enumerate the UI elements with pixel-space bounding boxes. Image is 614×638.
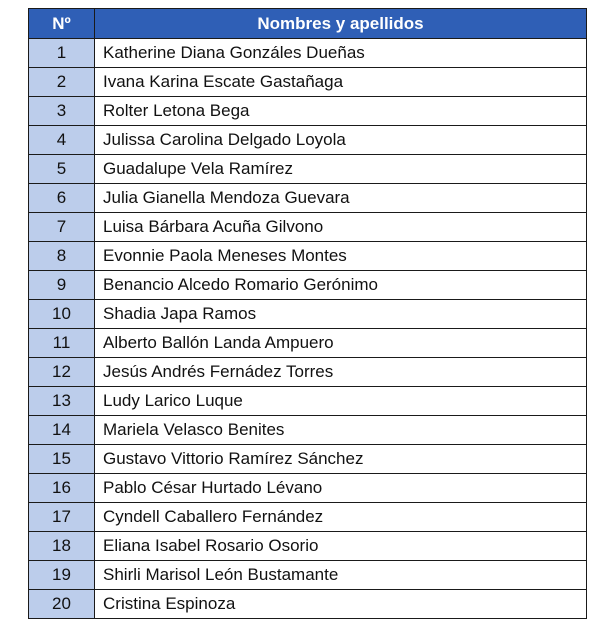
row-number: 20 — [29, 590, 95, 619]
table-header — [29, 9, 587, 39]
row-number: 16 — [29, 474, 95, 503]
row-name: Alberto Ballón Landa Ampuero — [95, 329, 587, 358]
row-name: Shirli Marisol León Bustamante — [95, 561, 587, 590]
table-row — [29, 97, 587, 126]
table-row — [29, 358, 587, 387]
row-number: 15 — [29, 445, 95, 474]
row-name: Ivana Karina Escate Gastañaga — [95, 68, 587, 97]
row-name: Evonnie Paola Meneses Montes — [95, 242, 587, 271]
table-row — [29, 532, 587, 561]
table-row — [29, 474, 587, 503]
names-table-container — [28, 8, 586, 619]
row-number: 3 — [29, 97, 95, 126]
row-name: Gustavo Vittorio Ramírez Sánchez — [95, 445, 587, 474]
row-name: Shadia Japa Ramos — [95, 300, 587, 329]
row-number: 8 — [29, 242, 95, 271]
table-row — [29, 300, 587, 329]
table-row — [29, 242, 587, 271]
header-number: Nº — [29, 9, 95, 39]
row-number: 19 — [29, 561, 95, 590]
table-row — [29, 68, 587, 97]
row-number: 5 — [29, 155, 95, 184]
row-name: Mariela Velasco Benites — [95, 416, 587, 445]
table-row — [29, 503, 587, 532]
table-body — [29, 39, 587, 619]
row-name: Pablo César Hurtado Lévano — [95, 474, 587, 503]
row-number: 7 — [29, 213, 95, 242]
table-row — [29, 126, 587, 155]
header-row — [29, 9, 587, 39]
table-row — [29, 213, 587, 242]
table-row — [29, 416, 587, 445]
row-number: 4 — [29, 126, 95, 155]
row-name: Julissa Carolina Delgado Loyola — [95, 126, 587, 155]
row-number: 14 — [29, 416, 95, 445]
names-table — [28, 8, 587, 619]
row-name: Benancio Alcedo Romario Gerónimo — [95, 271, 587, 300]
table-row — [29, 561, 587, 590]
table-row — [29, 271, 587, 300]
row-name: Julia Gianella Mendoza Guevara — [95, 184, 587, 213]
table-row — [29, 39, 587, 68]
table-row — [29, 387, 587, 416]
header-name: Nombres y apellidos — [95, 9, 587, 39]
row-number: 6 — [29, 184, 95, 213]
row-name: Jesús Andrés Fernádez Torres — [95, 358, 587, 387]
row-name: Cyndell Caballero Fernández — [95, 503, 587, 532]
table-row — [29, 184, 587, 213]
row-number: 13 — [29, 387, 95, 416]
table-row — [29, 155, 587, 184]
row-name: Guadalupe Vela Ramírez — [95, 155, 587, 184]
row-name: Luisa Bárbara Acuña Gilvono — [95, 213, 587, 242]
table-row — [29, 590, 587, 619]
row-name: Eliana Isabel Rosario Osorio — [95, 532, 587, 561]
row-number: 10 — [29, 300, 95, 329]
row-number: 2 — [29, 68, 95, 97]
row-name: Ludy Larico Luque — [95, 387, 587, 416]
row-name: Katherine Diana Gonzáles Dueñas — [95, 39, 587, 68]
row-number: 1 — [29, 39, 95, 68]
row-number: 17 — [29, 503, 95, 532]
row-name: Rolter Letona Bega — [95, 97, 587, 126]
table-row — [29, 445, 587, 474]
row-name: Cristina Espinoza — [95, 590, 587, 619]
row-number: 11 — [29, 329, 95, 358]
table-row — [29, 329, 587, 358]
row-number: 18 — [29, 532, 95, 561]
row-number: 9 — [29, 271, 95, 300]
row-number: 12 — [29, 358, 95, 387]
